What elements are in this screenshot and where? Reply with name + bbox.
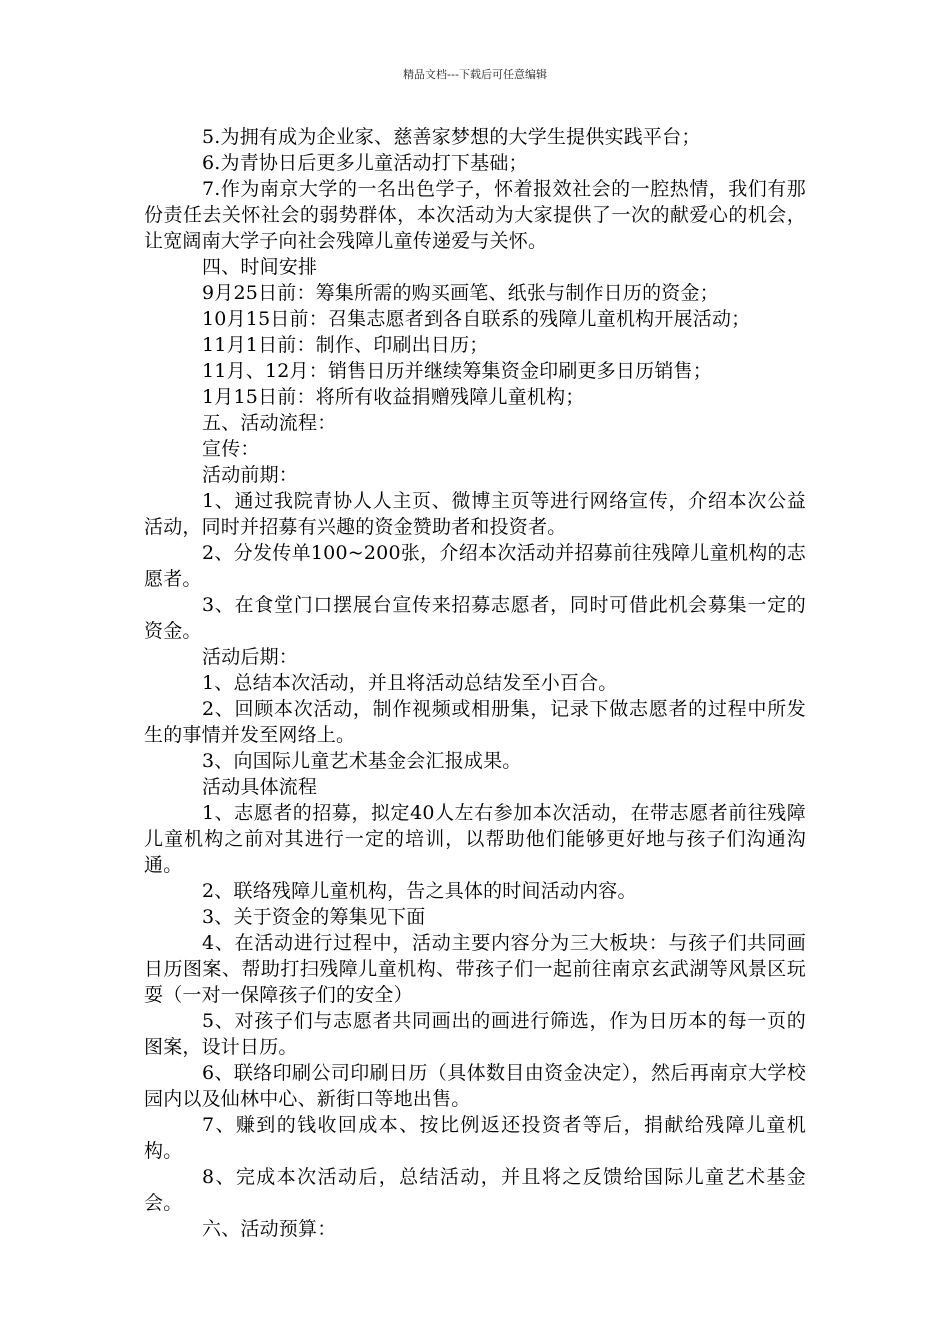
paragraph: 宣传：: [202, 438, 260, 460]
paragraph: 活动后期：: [202, 646, 299, 668]
section-heading: 五、活动流程：: [202, 412, 337, 434]
paragraph: 5、对孩子们与志愿者共同画出的画进行筛选，作为日历本的每一页的图案，设计日历。: [144, 1010, 806, 1058]
section-heading: 四、时间安排: [202, 256, 318, 278]
paragraph: 5.为拥有成为企业家、慈善家梦想的大学生提供实践平台；: [202, 126, 701, 148]
paragraph: 2、联络残障儿童机构，告之具体的时间活动内容。: [202, 880, 637, 902]
paragraph: 6.为青协日后更多儿童活动打下基础；: [202, 152, 528, 174]
paragraph: 7.作为南京大学的一名出色学子，怀着报效社会的一腔热情，我们有那份责任去关怀社会的弱势群体，本次活动为大家提供了一次的献爱心的机会，让宽阔南大学子向社会残障儿童传递爱与关怀。: [144, 178, 806, 252]
paragraph: 9月25日前：筹集所需的购买画笔、纸张与制作日历的资金；: [202, 282, 719, 304]
paragraph: 6、联络印刷公司印刷日历（具体数目由资金决定），然后再南京大学校园内以及仙林中心、新街口等地出售。: [144, 1062, 806, 1110]
paragraph: 2、回顾本次活动，制作视频或相册集，记录下做志愿者的过程中所发生的事情并发至网络上。: [144, 698, 806, 746]
paragraph: 11月、12月：销售日历并继续筹集资金印刷更多日历销售；: [202, 360, 712, 382]
paragraph: 1月15日前：将所有收益捐赠残障儿童机构；: [202, 386, 585, 408]
paragraph: 4、在活动进行过程中，活动主要内容分为三大板块：与孩子们共同画日历图案、帮助打扫残障儿童机构、带孩子们一起前往南京玄武湖等风景区玩耍（一对一保障孩子们的安全）: [144, 932, 806, 1006]
paragraph: 11月1日前：制作、印刷出日历；: [202, 334, 489, 356]
paragraph: 8、完成本次活动后，总结活动，并且将之反馈给国际儿童艺术基金会。: [144, 1166, 806, 1214]
paragraph: 3、向国际儿童艺术基金会汇报成果。: [202, 750, 522, 772]
paragraph: 活动具体流程: [202, 776, 318, 798]
paragraph: 7、赚到的钱收回成本、按比例返还投资者等后，捐献给残障儿童机构。: [144, 1114, 806, 1162]
paragraph: 1、志愿者的招募，拟定40人左右参加本次活动，在带志愿者前往残障儿童机构之前对其进行一定的培训，以帮助他们能够更好地与孩子们沟通沟通。: [144, 802, 806, 876]
paragraph: 1、总结本次活动，并且将活动总结发至小百合。: [202, 672, 618, 694]
document-body: [144, 124, 806, 1242]
paragraph: 3、在食堂门口摆展台宣传来招募志愿者，同时可借此机会募集一定的资金。: [144, 594, 806, 642]
paragraph: 1、通过我院青协人人主页、微博主页等进行网络宣传，介绍本次公益活动，同时并招募有兴趣的资金赞助者和投资者。: [144, 490, 806, 538]
page-header: 精品文档---下载后可任意编辑: [403, 68, 547, 81]
paragraph: 2、分发传单100~200张，介绍本次活动并招募前往残障儿童机构的志愿者。: [144, 542, 806, 590]
paragraph: 10月15日前：召集志愿者到各自联系的残障儿童机构开展活动；: [202, 308, 751, 330]
paragraph: 活动前期：: [202, 464, 299, 486]
paragraph: 3、关于资金的筹集见下面: [202, 906, 426, 928]
section-heading: 六、活动预算：: [202, 1218, 337, 1240]
